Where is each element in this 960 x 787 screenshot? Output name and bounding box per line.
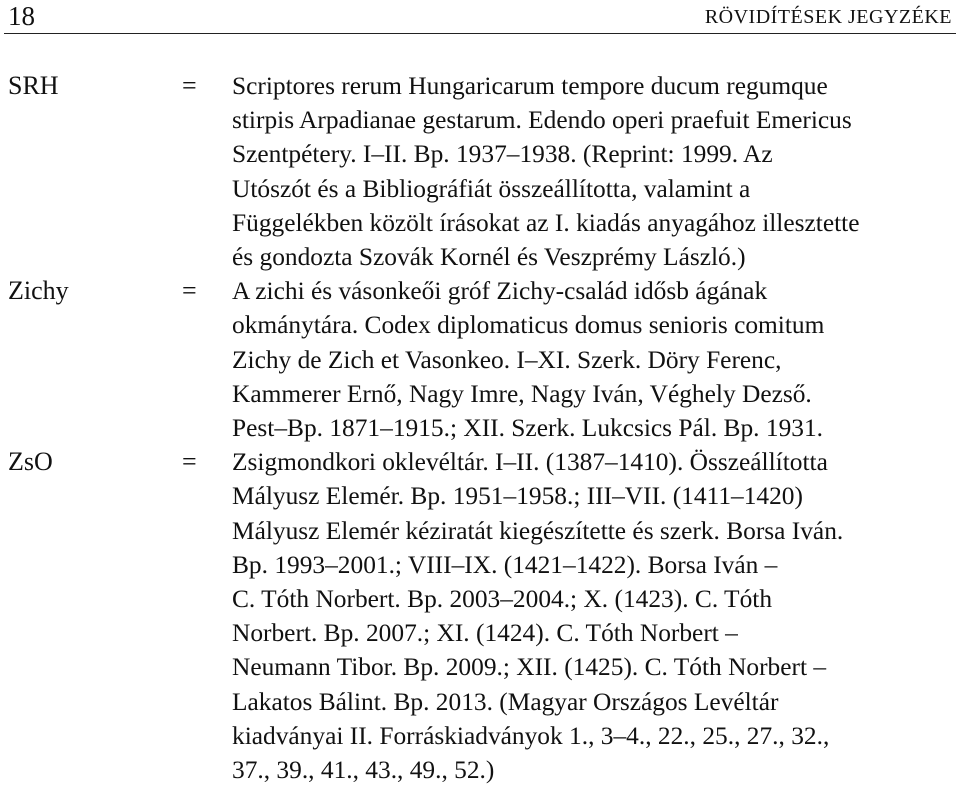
definition-line: és gondozta Szovák Kornél és Veszprémy László.) [232,243,746,272]
definition-line: Lakatos Bálint. Bp. 2013. (Magyar Országos Levéltár [232,687,779,716]
definition-line: Szentpétery. I–II. Bp. 1937–1938. (Reprint: 1999. Az [232,140,773,169]
page-header [0,0,960,34]
equals-sign: = [182,447,197,477]
running-head: RÖVIDÍTÉSEK JEGYZÉKE [704,6,952,28]
definition-line: Neumann Tibor. Bp. 2009.; XII. (1425). C. Tóth Norbert – [232,653,827,682]
abbreviation-definition [232,445,947,787]
definition-line: okmánytára. Codex diplomaticus domus senioris comitum [232,311,825,340]
definition-line: Zsigmondkori oklevéltár. I–II. (1387–1410). Összeállította [232,448,828,477]
abbreviation-term: SRH [8,71,59,100]
header-rule [4,33,956,34]
definition-line: Scriptores rerum Hungaricarum tempore ducum regumque [232,72,828,100]
abbreviation-entry-zso [0,445,960,787]
definition-line: Mályusz Elemér. Bp. 1951–1958.; III–VII. (1411–1420) [232,482,803,511]
definition-line: Zichy de Zich et Vasonkeo. I–XI. Szerk. Döry Ferenc, [232,345,782,374]
definition-line: Utószót és a Bibliográfiát összeállította, valamint a [232,174,751,203]
definition-line: kiadványai II. Forráskiadványok 1., 3–4., 22., 25., 27., 32., [232,721,830,750]
definition-line: Pest–Bp. 1871–1915.; XII. Szerk. Lukcsics Pál. Bp. 1931. [232,414,824,443]
definition-line: A zichi és vásonkeői gróf Zichy-család idősb ágának [232,277,768,306]
equals-sign: = [182,276,197,306]
definition-line: Mályusz Elemér kéziratát kiegészítette és szerk. Borsa Iván. [232,516,844,545]
definition-line: Kammerer Ernő, Nagy Imre, Nagy Iván, Véghely Dezső. [232,379,812,408]
abbreviation-term: Zichy [8,276,69,306]
abbreviation-definition [232,274,947,445]
definition-line: Függelékben közölt írásokat az I. kiadás anyagához illesztette [232,208,860,237]
definition-line: Norbert. Bp. 2007.; XI. (1424). C. Tóth Norbert – [232,619,738,648]
abbreviation-term: ZsO [8,447,53,477]
abbreviation-entry-zichy [0,274,960,445]
abbreviation-entry-srh [0,69,960,274]
definition-line: stirpis Arpadianae gestarum. Edendo operi praefuit Emericus [232,106,852,135]
definition-line: C. Tóth Norbert. Bp. 2003–2004.; X. (1423). C. Tóth [232,585,773,614]
definition-line: 37., 39., 41., 43., 49., 52.) [232,756,495,785]
equals-sign: = [182,71,197,100]
abbreviation-definition [232,69,947,274]
page-number: 18 [8,1,35,31]
definition-line: Bp. 1993–2001.; VIII–IX. (1421–1422). Borsa Iván – [232,550,778,579]
abbreviation-list [0,69,960,787]
